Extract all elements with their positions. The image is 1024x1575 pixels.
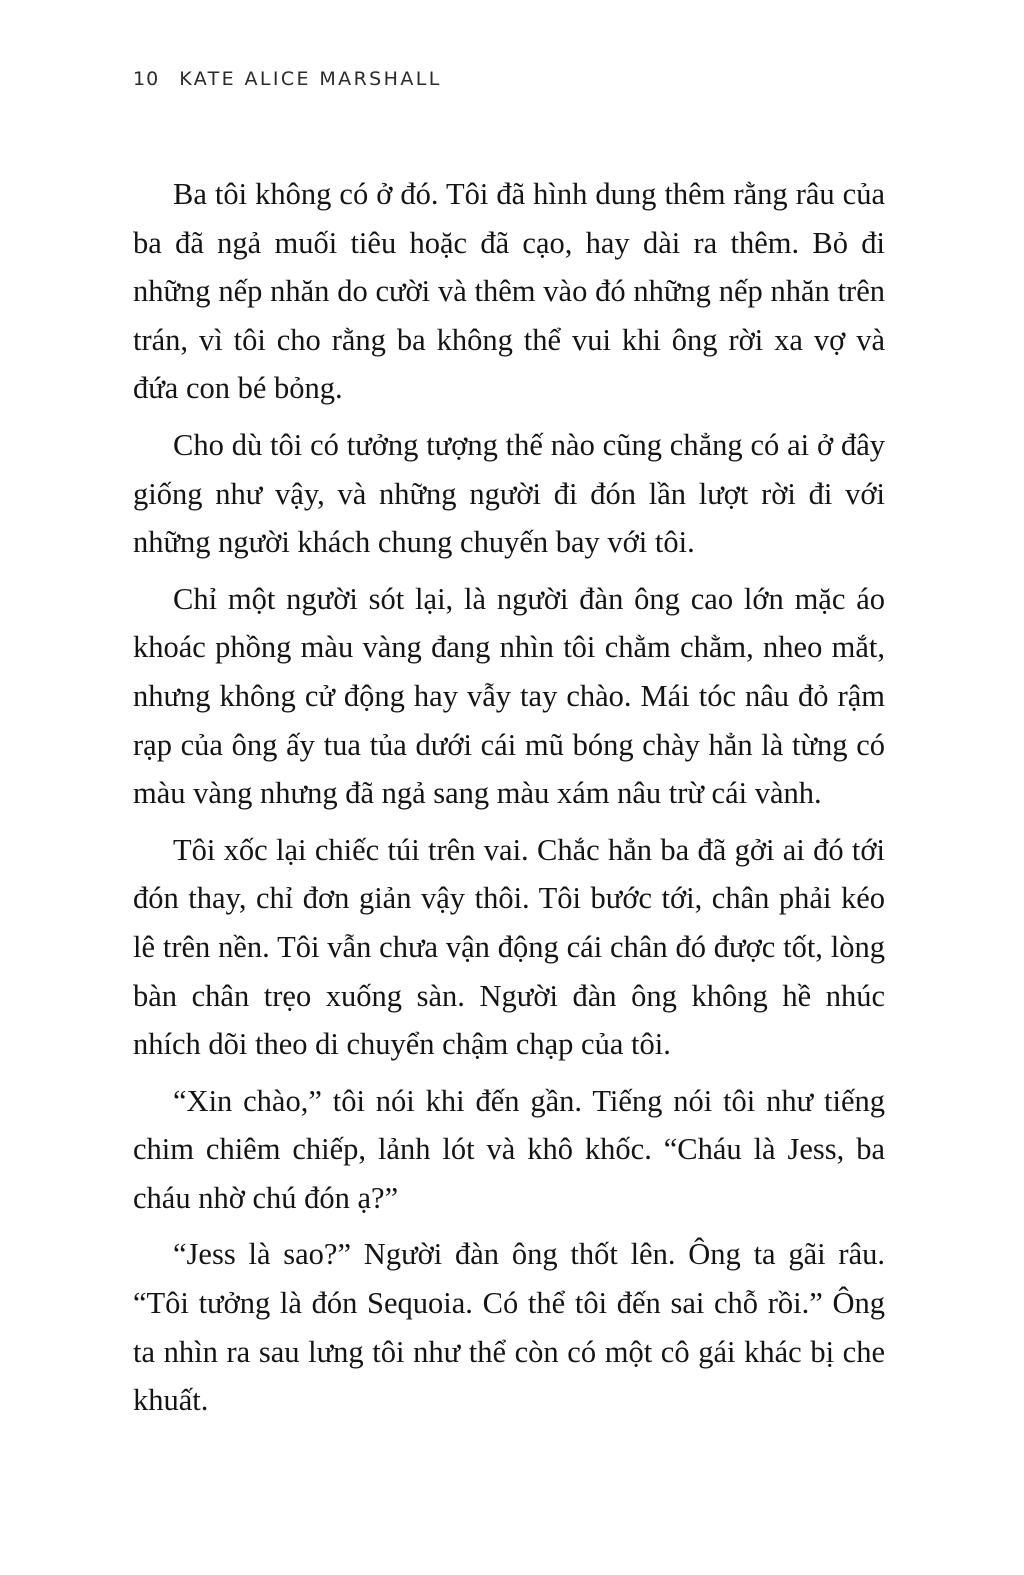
author-name: KATE ALICE MARSHALL [179, 68, 442, 90]
paragraph: Chỉ một người sót lại, là người đàn ông cao lớn mặc áo khoác phồng màu vàng đang nhìn tôi chằm chằm, nheo mắt, nhưng không cử động hay vẫy tay chào. Mái tóc nâu đỏ rậm rạp của ông ấy tua tủa dưới cái mũ bóng chày hẳn là từng có màu vàng nhưng đã ngả sang màu xám nâu trừ cái vành. [133, 581, 885, 811]
paragraph: Tôi xốc lại chiếc túi trên vai. Chắc hẳn ba đã gởi ai đó tới đón thay, chỉ đơn giản vậy thôi. Tôi bước tới, chân phải kéo lê trên nền. Tôi vẫn chưa vận động cái chân đó được tốt, lòng bàn chân trẹo xuống sàn. Người đàn ông không hề nhúc nhích dõi theo di chuyển chậm chạp của tôi. [133, 832, 885, 1062]
paragraph: Cho dù tôi có tưởng tượng thế nào cũng chẳng có ai ở đây giống như vậy, và những người đi đón lần lượt rời đi với những người khách chung chuyến bay với tôi. [133, 427, 885, 560]
running-head [133, 68, 442, 90]
paragraph: Ba tôi không có ở đó. Tôi đã hình dung thêm rằng râu của ba đã ngả muối tiêu hoặc đã cạo, hay dài ra thêm. Bỏ đi những nếp nhăn do cười và thêm vào đó những nếp nhăn trên trán, vì tôi cho rằng ba không thể vui khi ông rời xa vợ và đứa con bé bỏng. [133, 177, 885, 406]
page-number: 10 [133, 68, 160, 90]
paragraph: “Xin chào,” tôi nói khi đến gần. Tiếng nói tôi như tiếng chim chiêm chiếp, lảnh lót và khô khốc. “Cháu là Jess, ba cháu nhờ chú đón ạ?” [133, 1083, 885, 1215]
body-text [133, 170, 885, 1433]
paragraph: “Jess là sao?” Người đàn ông thốt lên. Ông ta gãi râu. “Tôi tưởng là đón Sequoia. Có thể tôi đến sai chỗ rồi.” Ông ta nhìn ra sau lưng tôi như thể còn có một cô gái khác bị che khuất. [133, 1237, 885, 1418]
